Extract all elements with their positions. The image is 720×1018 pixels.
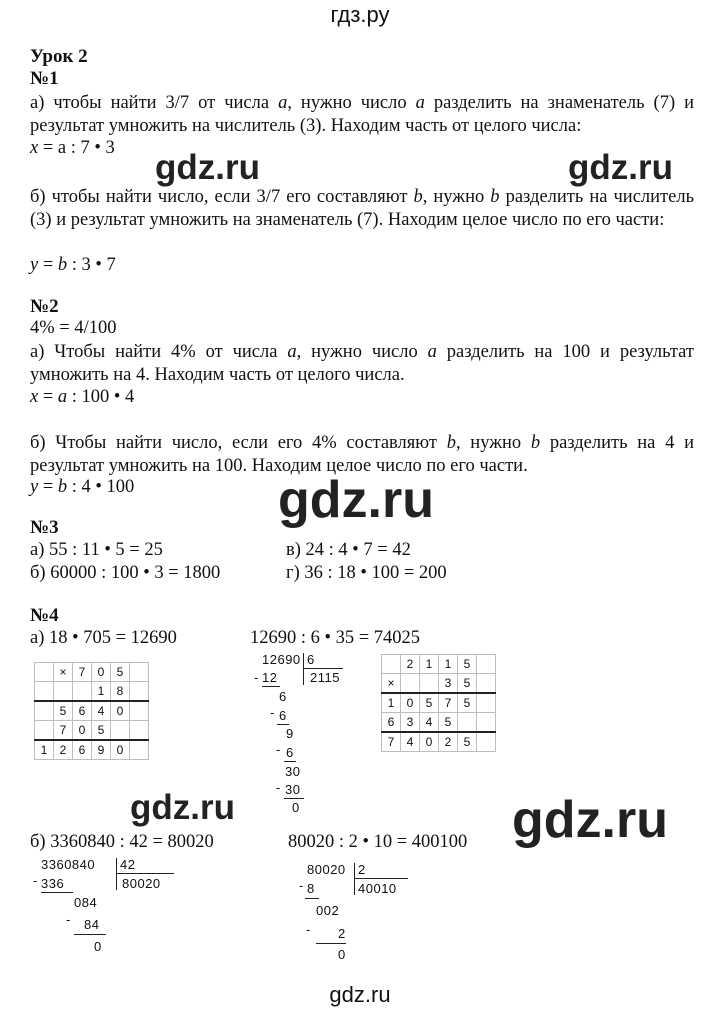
grid-cell: 5 (92, 721, 111, 741)
ex2-b-formula: y = b : 4 • 100 (30, 477, 135, 497)
ex2-intro: 4% = 4/100 (30, 318, 117, 338)
ex2-title: №2 (30, 296, 59, 317)
lesson-title: Урок 2 (30, 46, 88, 67)
grid-cell: 5 (439, 713, 458, 733)
step: 30 (285, 782, 301, 797)
step: 2 (338, 926, 346, 941)
grid-cell: 7 (382, 732, 401, 752)
grid-cell: 1 (420, 655, 439, 674)
dividend: 3360840 (41, 857, 96, 872)
ex3-g: г) 36 : 18 • 100 = 200 (286, 563, 447, 583)
underline (284, 798, 304, 799)
step: 6 (279, 689, 287, 704)
underline (277, 724, 289, 725)
underline (284, 761, 296, 762)
step: 6 (279, 708, 287, 723)
site-label-top: гдз.ру (330, 2, 390, 27)
grid-cell (477, 655, 496, 674)
watermark: gdz.ru (155, 148, 260, 187)
grid-cell (54, 682, 73, 702)
grid-cell (401, 674, 420, 694)
minus-sign: - (276, 742, 281, 757)
grid-cell (111, 721, 130, 741)
ex2-b-text: б) Чтобы найти число, если его 4% составляют b, нужно b разделить на 4 и результат умножить на 100. Находим целое число по его части. (30, 433, 694, 476)
watermark: gdz.ru (568, 148, 673, 187)
watermark: gdz.ru (130, 788, 235, 827)
step: 0 (338, 947, 346, 962)
dividend: 12690 (262, 652, 301, 667)
division-bar (354, 878, 408, 879)
grid-cell (35, 701, 54, 721)
division-bar (303, 653, 304, 685)
ex1-a-text: а) чтобы найти 3/7 от числа a, нужно число a разделить на знаменатель (7) и результат умножить на числитель (3). Находим часть от целого числа: (30, 93, 694, 136)
grid-cell: 2 (439, 732, 458, 752)
grid-cell: 5 (420, 693, 439, 713)
grid-cell: 0 (401, 693, 420, 713)
grid-cell: 7 (54, 721, 73, 741)
division-bar (354, 863, 355, 895)
underline (41, 892, 73, 893)
step: 0 (94, 939, 102, 954)
grid-cell: 1 (382, 693, 401, 713)
step: 8 (307, 881, 315, 896)
grid-cell: 5 (458, 732, 477, 752)
ex2-a-text: а) Чтобы найти 4% от числа a, нужно число a разделить на 100 и результат умножить на 4. Находим часть от целого числа. (30, 342, 694, 385)
grid-cell: 5 (458, 693, 477, 713)
grid-cell: 1 (439, 655, 458, 674)
grid-cell (420, 674, 439, 694)
underline (74, 934, 106, 935)
grid-cell: 1 (35, 740, 54, 760)
divisor: 2 (358, 862, 366, 877)
grid-cell: 0 (420, 732, 439, 752)
ex1-a-formula: x = a : 7 • 3 (30, 138, 115, 158)
grid-cell (130, 701, 149, 721)
grid-cell: 0 (92, 663, 111, 682)
grid-cell: 6 (73, 740, 92, 760)
grid-cell: 9 (92, 740, 111, 760)
multiplication-grid-2115x35 (381, 654, 496, 752)
step: 30 (285, 764, 301, 779)
ex3-v: в) 24 : 4 • 7 = 42 (286, 540, 411, 560)
ex1-title: №1 (30, 68, 59, 89)
division-bar (116, 858, 117, 890)
watermark: gdz.ru (278, 471, 434, 529)
grid-cell (382, 655, 401, 674)
grid-cell (130, 721, 149, 741)
step: 084 (74, 895, 98, 910)
grid-cell: 7 (439, 693, 458, 713)
grid-cell: 6 (73, 701, 92, 721)
grid-cell: 2 (54, 740, 73, 760)
ex3-b: б) 60000 : 100 • 3 = 1800 (30, 563, 221, 583)
grid-cell: 1 (92, 682, 111, 702)
grid-cell (477, 674, 496, 694)
grid-cell (458, 713, 477, 733)
grid-cell (73, 682, 92, 702)
site-label-bottom: gdz.ru (329, 982, 391, 1007)
quotient: 80020 (122, 876, 161, 891)
minus-sign: - (306, 922, 311, 937)
step: 84 (84, 917, 100, 932)
ex1-b-text: б) чтобы найти число, если 3/7 его составляют b, нужно b разделить на числитель (3) и результат умножить на знаменатель (7). Находим целое число по его части: (30, 187, 695, 230)
minus-sign: - (66, 912, 71, 927)
grid-cell (130, 682, 149, 702)
watermark: gdz.ru (512, 791, 668, 849)
ex4-b-eq2: 80020 : 2 • 10 = 400100 (288, 832, 468, 852)
underline (305, 898, 319, 899)
grid-cell (477, 713, 496, 733)
quotient: 2115 (310, 670, 340, 685)
underline (262, 686, 280, 687)
grid-cell: 4 (401, 732, 420, 752)
grid-cell: 3 (401, 713, 420, 733)
grid-cell: × (382, 674, 401, 694)
grid-cell (35, 663, 54, 682)
dividend: 80020 (307, 862, 346, 877)
division-bar (116, 873, 174, 874)
grid-cell: 0 (111, 740, 130, 760)
ex3-a: а) 55 : 11 • 5 = 25 (30, 540, 163, 560)
step: 9 (286, 726, 294, 741)
grid-cell: 4 (92, 701, 111, 721)
grid-cell (130, 663, 149, 682)
grid-cell: × (54, 663, 73, 682)
grid-cell: 4 (420, 713, 439, 733)
ex2-a-formula: x = a : 100 • 4 (30, 387, 135, 407)
grid-cell: 5 (54, 701, 73, 721)
ex3-title: №3 (30, 517, 59, 538)
grid-cell: 5 (458, 674, 477, 694)
minus-sign: - (270, 705, 275, 720)
grid-cell: 8 (111, 682, 130, 702)
grid-cell (130, 740, 149, 760)
ex1-b-formula: y = b : 3 • 7 (30, 255, 116, 275)
grid-cell: 3 (439, 674, 458, 694)
grid-cell: 0 (111, 701, 130, 721)
grid-cell (35, 682, 54, 702)
quotient: 40010 (358, 881, 397, 896)
grid-cell: 5 (458, 655, 477, 674)
grid-cell: 0 (73, 721, 92, 741)
grid-cell: 2 (401, 655, 420, 674)
grid-cell (477, 693, 496, 713)
minus-sign: - (299, 878, 304, 893)
multiplication-grid-18x705 (34, 662, 149, 760)
ex4-a-eq2: 12690 : 6 • 35 = 74025 (250, 628, 421, 648)
divisor: 42 (120, 857, 136, 872)
divisor: 6 (307, 652, 315, 667)
grid-cell: 6 (382, 713, 401, 733)
ex4-b-eq1: б) 3360840 : 42 = 80020 (30, 832, 214, 852)
ex4-title: №4 (30, 605, 59, 626)
step: 002 (316, 903, 340, 918)
underline (316, 943, 346, 944)
grid-cell: 7 (73, 663, 92, 682)
step: 6 (286, 745, 294, 760)
division-bar (303, 668, 343, 669)
ex4-a-eq1: а) 18 • 705 = 12690 (30, 628, 177, 648)
minus-sign: - (276, 780, 281, 795)
step: 12 (262, 670, 278, 685)
minus-sign: - (33, 873, 38, 888)
step: 0 (292, 800, 300, 815)
grid-cell (477, 732, 496, 752)
minus-sign: - (254, 670, 259, 685)
grid-cell (35, 721, 54, 741)
grid-cell: 5 (111, 663, 130, 682)
step: 336 (41, 876, 65, 891)
